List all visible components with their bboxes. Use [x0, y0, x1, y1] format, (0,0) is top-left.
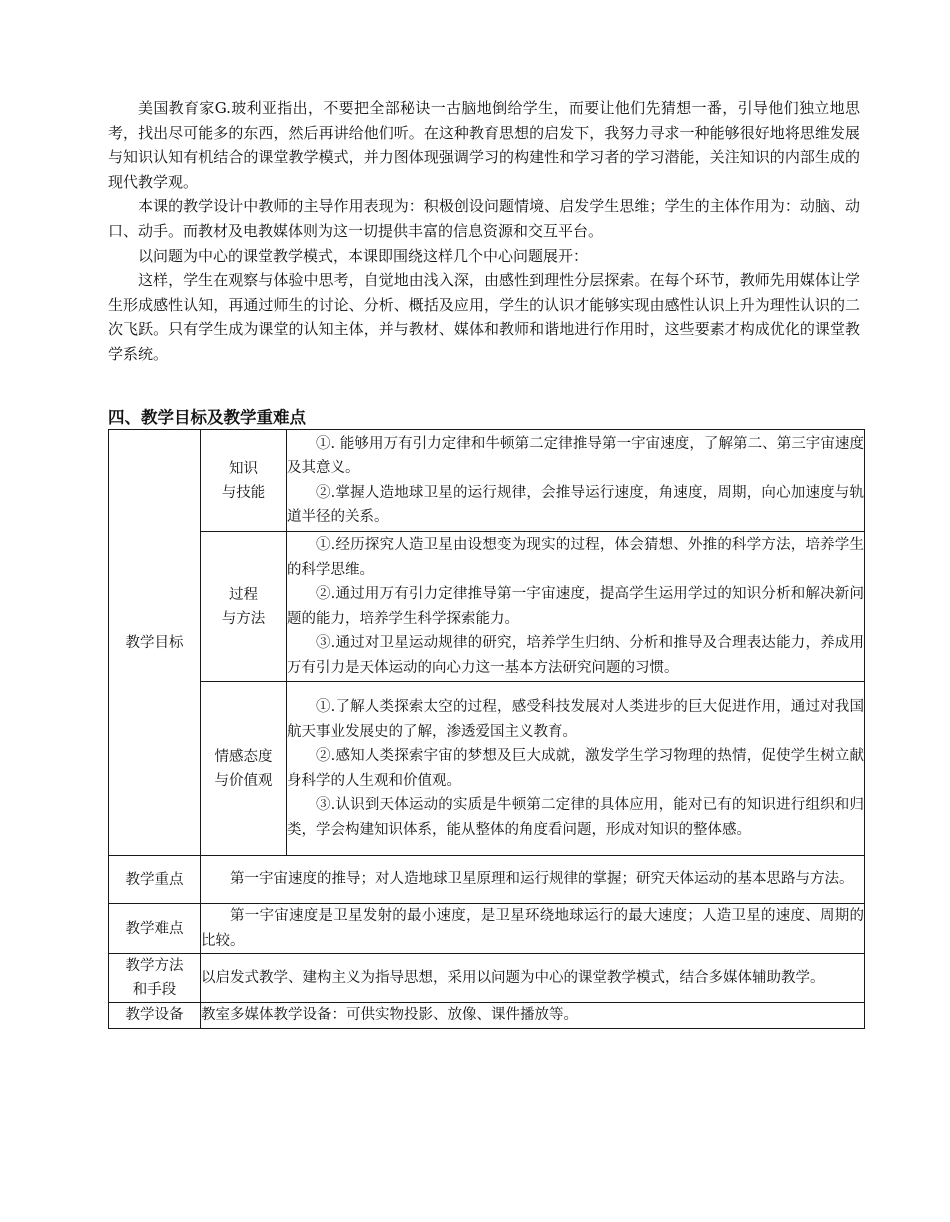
- equipment-content: 教室多媒体教学设备：可供实物投影、放像、课件播放等。: [201, 1003, 865, 1029]
- paragraph-polya: 美国教育家G.玻利亚指出，不要把全部秘诀一古脑地倒给学生，而要让他们先猜想一番，引导他们独立地思考，找出尽可能多的东西，然后再讲给他们听。在这种教育思想的启发下，我努力寻求一种能够很好地将思维发展与知识认知有机结合的课堂教学模式，并力图体现强调学习的构建性和学习者的学习潜能，关注知识的内部生成的现代教学观。: [108, 99, 860, 191]
- equipment-label: 教学设备: [109, 1003, 201, 1029]
- emotion-item-1: ①.了解人类探索太空的过程，感受科技发展对人类进步的巨大促进作用，通过对我国航天事业发展史的了解，渗透爱国主义教育。: [287, 699, 864, 740]
- process-label: 过程 与方法: [201, 532, 287, 682]
- emotion-item-3: ③.认识到天体运动的实质是牛顿第二定律的具体应用，能对已有的知识进行组织和归类，学会构建知识体系，能从整体的角度看问题，形成对知识的整体感。: [287, 797, 864, 838]
- key-points-label: 教学重点: [109, 856, 201, 904]
- knowledge-content: [287, 430, 865, 532]
- paragraph-problem-centered: 以问题为中心的课堂教学模式，本课即围绕这样几个中心问题展开：: [138, 246, 589, 265]
- paragraph-teacher-role: 本课的教学设计中教师的主导作用表现为：积极创设问题情境、启发学生思维；学生的主体作用为：动脑、动口、动手。而教材及电教媒体则为这一切提供丰富的信息资源和交互平台。: [108, 197, 860, 240]
- key-points-content: 第一宇宙速度的推导；对人造地球卫星原理和运行规律的掌握；研究天体运动的基本思路与方法。: [201, 856, 865, 904]
- table-row: [109, 856, 865, 904]
- process-content: [287, 532, 865, 682]
- process-item-2: ②.通过用万有引力定律推导第一宇宙速度，提高学生运用学过的知识分析和解决新问题的能力，培养学生科学探索能力。: [287, 586, 864, 627]
- difficulties-label: 教学难点: [109, 904, 201, 954]
- body-text: [108, 96, 860, 367]
- knowledge-item-2: ②.掌握人造地球卫星的运行规律，会推导运行速度，角速度，周期，向心加速度与轨道半径的关系。: [287, 484, 864, 525]
- teaching-goals-table: [108, 429, 865, 1029]
- table-row: [109, 904, 865, 954]
- emotion-label: 情感态度 与价值观: [201, 682, 287, 856]
- methods-content: 以启发式教学、建构主义为指导思想，采用以问题为中心的课堂教学模式，结合多媒体辅助教学。: [201, 954, 865, 1003]
- table-row: [109, 954, 865, 1003]
- section-heading: 四、教学目标及教学重难点: [108, 408, 306, 427]
- knowledge-label: 知识 与技能: [201, 430, 287, 532]
- emotion-item-2: ②.感知人类探索宇宙的梦想及巨大成就，激发学生学习物理的热情，促使学生树立献身科学的人生观和价值观。: [287, 748, 864, 789]
- goals-label: 教学目标: [109, 430, 201, 856]
- emotion-content: [287, 682, 865, 856]
- knowledge-item-1: ①. 能够用万有引力定律和牛顿第二定律推导第一宇宙速度，了解第二、第三宇宙速度及其意义。: [287, 435, 864, 476]
- process-item-3: ③.通过对卫星运动规律的研究，培养学生归纳、分析和推导及合理表达能力，养成用万有引力是天体运动的向心力这一基本方法研究问题的习惯。: [287, 635, 864, 676]
- process-item-1: ①.经历探究人造卫星由设想变为现实的过程，体会猜想、外推的科学方法，培养学生的科学思维。: [287, 537, 864, 578]
- methods-label: 教学方法 和手段: [109, 954, 201, 1003]
- table-row: [109, 682, 865, 856]
- paragraph-exploration: 这样，学生在观察与体验中思考，自觉地由浅入深，由感性到理性分层探索。在每个环节，教师先用媒体让学生形成感性认知，再通过师生的讨论、分析、概括及应用，学生的认识才能够实现由感性认识上升为理性认识的二次飞跃。只有学生成为课堂的认知主体，并与教材、媒体和教师和谐地进行作用时，这些要素才构成优化的课堂教学系统。: [108, 271, 860, 363]
- table-row: [109, 1003, 865, 1029]
- table-row: [109, 430, 865, 532]
- difficulties-content: 第一宇宙速度是卫星发射的最小速度，是卫星环绕地球运行的最大速度；人造卫星的速度、周期的比较。: [201, 904, 865, 954]
- table-row: [109, 532, 865, 682]
